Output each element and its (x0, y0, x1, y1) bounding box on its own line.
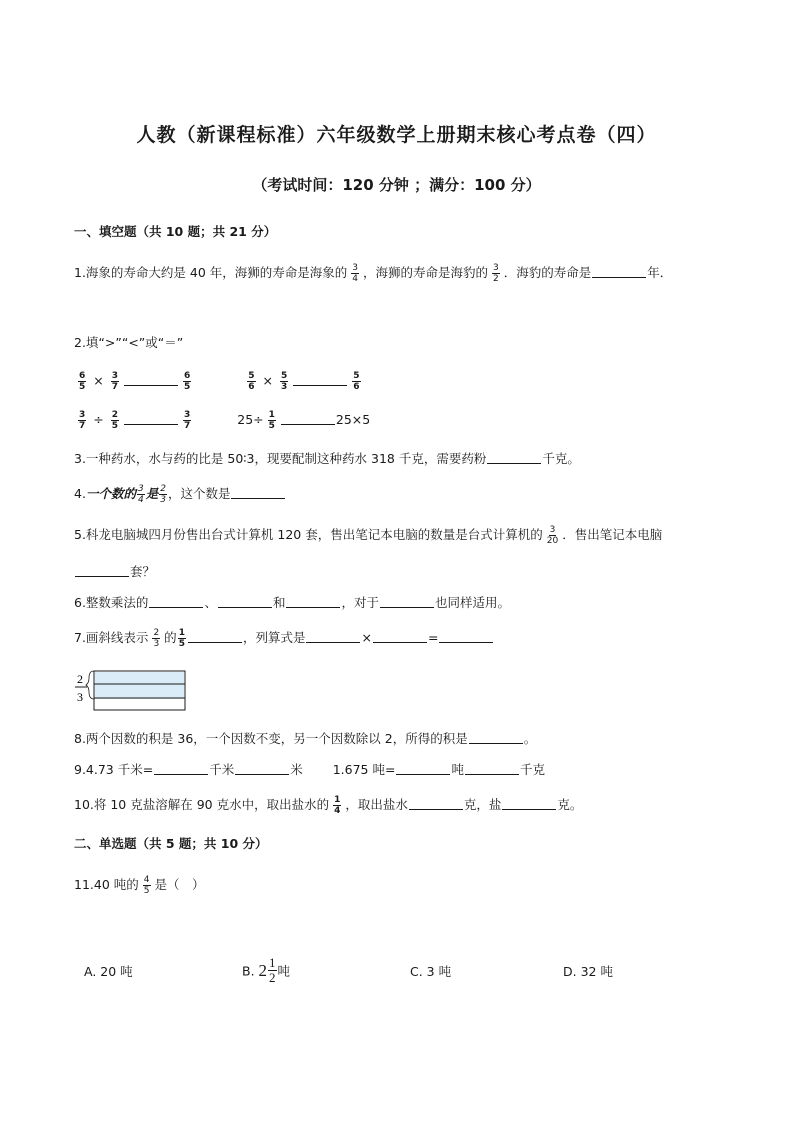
answer-blank[interactable] (465, 761, 519, 775)
exam-info: （考试时间：120 分钟 ；满分：100 分） (252, 176, 541, 194)
q1-text: 年． (647, 265, 673, 280)
q8-text: 。 (523, 731, 537, 746)
answer-blank[interactable] (235, 761, 289, 775)
q6-text: 和 (272, 595, 286, 610)
fraction: $\frac{1}{4}$ (334, 795, 341, 816)
fraction: $\frac{3}{4}$ (137, 484, 144, 505)
q3-text: 3.一种药水，水与药的比是 50∶3，现要配制这种药水 318 千克，需要药粉 (74, 451, 487, 466)
operator: ÷ (93, 412, 104, 427)
answer-blank[interactable] (231, 485, 285, 499)
answer-blank[interactable] (306, 629, 360, 643)
fraction: $\frac{5}{6}$ (353, 371, 360, 392)
question-8 (74, 729, 536, 749)
option-d[interactable]: D. 32 吨 (563, 964, 613, 979)
answer-blank[interactable] (75, 563, 129, 577)
fraction: $\frac{3}{20}$ (546, 525, 559, 546)
q8-text: 8.两个因数的积是 36，一个因数不变，另一个因数除以 2，所得的积是 (74, 731, 468, 746)
section-heading-fill-blank: 一、填空题（共 10 题；共 21 分） (74, 224, 277, 239)
answer-blank[interactable] (439, 629, 493, 643)
question-3 (74, 449, 580, 469)
fraction: $\frac{2}{5}$ (111, 410, 119, 431)
answer-blank[interactable] (380, 594, 434, 608)
answer-blank[interactable] (469, 730, 523, 744)
option-b[interactable] (242, 956, 290, 985)
answer-blank[interactable] (487, 450, 541, 464)
option-a[interactable]: A. 20 吨 (84, 964, 133, 979)
question-10 (74, 795, 582, 816)
question-1 (74, 263, 672, 284)
q6-text: 6.整数乘法的 (74, 595, 149, 610)
q4-text: 4. (74, 486, 86, 501)
brace (86, 671, 94, 699)
option-b-unit: 吨 (277, 963, 291, 979)
fraction: $\frac{6}{5}$ (184, 371, 191, 392)
question-2-row-2 (74, 410, 370, 431)
option-c[interactable]: C. 3 吨 (410, 964, 452, 979)
q9-text: 吨 (451, 762, 464, 777)
answer-blank[interactable] (286, 594, 340, 608)
answer-blank[interactable] (218, 594, 272, 608)
fraction-bar-diagram[interactable] (74, 668, 186, 712)
fraction: $\frac{3}{7}$ (184, 410, 191, 431)
expression: 25÷ (237, 412, 264, 427)
q5-text: ．售出笔记本电脑 (562, 527, 663, 542)
q6-text: 、 (204, 595, 217, 610)
fraction: $\frac{1}{5}$ (178, 628, 185, 649)
shaded-region (95, 672, 184, 699)
fraction: $\frac{1}{2}$ (269, 955, 276, 985)
diagram-denominator: 3 (77, 690, 83, 704)
question-7 (74, 628, 494, 649)
operator: = (427, 630, 439, 645)
q5-text: 套？ (130, 564, 156, 579)
fraction: $\frac{3}{4}$ (352, 263, 359, 284)
q9-text: 1.675 吨= (332, 762, 396, 777)
operator: × (93, 373, 104, 388)
answer-blank[interactable] (124, 411, 178, 425)
fraction: $\frac{5}{6}$ (248, 371, 255, 392)
answer-blank[interactable] (396, 761, 450, 775)
q11-text: 是（ ） (154, 877, 205, 892)
q5-text: 5.科龙电脑城四月份售出台式计算机 120 套，售出笔记本电脑的数量是台式计算机的 (74, 527, 543, 542)
q10-text: 克。 (557, 797, 583, 812)
fraction: $\frac{6}{5}$ (79, 371, 86, 392)
q1-text: ．海豹的寿命是 (503, 265, 592, 280)
q11-text: 11.40 吨的 (74, 877, 139, 892)
fraction: $\frac{1}{5}$ (268, 410, 275, 431)
operator: × (361, 630, 372, 645)
q6-text: ，对于 (341, 595, 379, 610)
answer-blank[interactable] (373, 629, 427, 643)
q10-text: ，取出盐水 (345, 797, 408, 812)
question-6 (74, 593, 510, 613)
answer-blank[interactable] (188, 629, 242, 643)
q4-text: ，这个数是 (167, 486, 231, 501)
question-4 (74, 484, 286, 505)
section-heading-single-choice: 二、单选题（共 5 题；共 10 分） (74, 836, 268, 851)
diagram-numerator: 2 (77, 672, 83, 686)
page-title: 人教（新课程标准）六年级数学上册期末核心考点卷（四） (136, 124, 657, 146)
question-2-intro: 2.填“>”“<”或“＝” (74, 335, 184, 350)
q9-text: 9.4.73 千米= (74, 762, 154, 777)
question-11 (74, 875, 205, 896)
answer-blank[interactable] (149, 594, 203, 608)
q10-text: 10.将 10 克盐溶解在 90 克水中，取出盐水的 (74, 797, 330, 812)
q9-text: 米 (290, 762, 303, 777)
operator: × (262, 373, 273, 388)
answer-blank[interactable] (124, 372, 178, 386)
q11-options (0, 955, 793, 985)
fraction: $\frac{3}{7}$ (111, 371, 119, 392)
mixed-number: 2 $\frac{1}{2}$ (258, 955, 276, 985)
fraction: $\frac{5}{3}$ (281, 371, 288, 392)
fraction: $\frac{2}{3}$ (160, 484, 166, 505)
q9-text: 千米 (209, 762, 235, 777)
q4-text: 是 (145, 486, 159, 501)
fraction: $\frac{3}{2}$ (493, 263, 499, 284)
answer-blank[interactable] (502, 796, 556, 810)
fraction: $\frac{4}{5}$ (143, 875, 150, 896)
answer-blank[interactable] (409, 796, 463, 810)
question-5-continued (74, 562, 155, 582)
answer-blank[interactable] (281, 411, 335, 425)
q6-text: 也同样适用。 (434, 595, 510, 610)
q9-text: 千克 (519, 762, 545, 777)
fraction: $\frac{3}{7}$ (79, 410, 86, 431)
q4-text: 一个数的 (85, 486, 136, 501)
q1-text: 1.海象的寿命大约是 40 年，海狮的寿命是海象的 (74, 265, 348, 280)
question-2-row-1 (74, 371, 365, 392)
q10-text: 克，盐 (463, 797, 502, 812)
question-5 (74, 525, 662, 546)
fraction: $\frac{2}{3}$ (153, 628, 160, 649)
answer-blank[interactable] (592, 264, 646, 278)
option-b-label: B. (242, 963, 255, 979)
expression: 25×5 (335, 412, 371, 427)
q7-text: ，列算式是 (242, 630, 306, 645)
q3-text: 千克。 (542, 451, 580, 466)
answer-blank[interactable] (154, 761, 208, 775)
answer-blank[interactable] (293, 372, 347, 386)
q7-text: 的 (164, 630, 177, 645)
q1-text: ，海狮的寿命是海豹的 (363, 265, 489, 280)
q7-text: 7.画斜线表示 (74, 630, 149, 645)
question-9 (74, 760, 545, 780)
